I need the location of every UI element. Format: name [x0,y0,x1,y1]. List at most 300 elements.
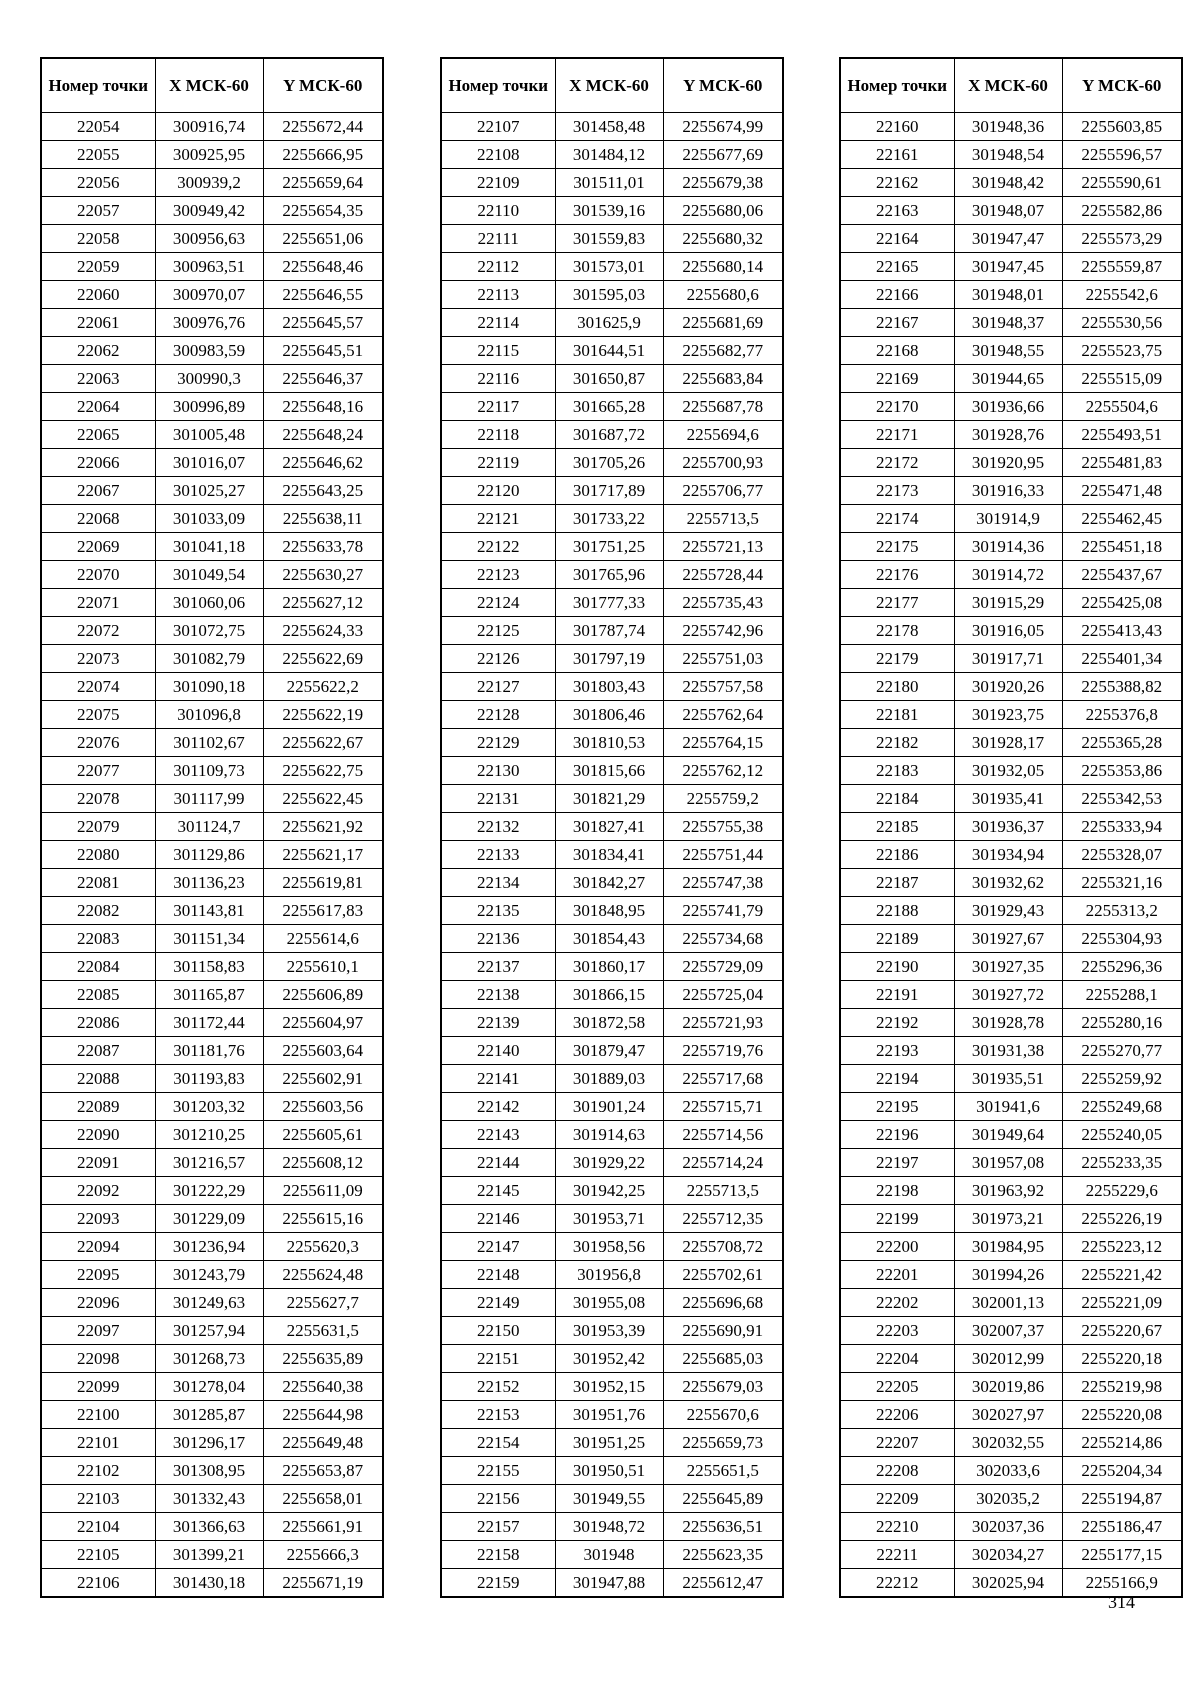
y-coordinate-cell: 2255645,89 [663,1485,783,1513]
table-row [441,757,783,785]
point-number-cell: 22054 [41,113,155,141]
point-number-cell: 22160 [840,113,954,141]
point-number-cell: 22126 [441,645,555,673]
table-row [41,981,383,1009]
point-number-cell: 22203 [840,1317,954,1345]
x-coordinate-cell: 301914,36 [954,533,1062,561]
x-coordinate-cell: 302012,99 [954,1345,1062,1373]
point-number-cell: 22122 [441,533,555,561]
y-coordinate-cell: 2255742,96 [663,617,783,645]
point-number-cell: 22068 [41,505,155,533]
y-coordinate-cell: 2255240,05 [1062,1121,1182,1149]
y-coordinate-cell: 2255622,2 [263,673,383,701]
x-coordinate-cell: 301928,78 [954,1009,1062,1037]
table-row [41,449,383,477]
point-number-header: Номер точки [840,58,954,113]
y-coordinate-cell: 2255481,83 [1062,449,1182,477]
point-number-cell: 22086 [41,1009,155,1037]
point-number-cell: 22143 [441,1121,555,1149]
y-coordinate-cell: 2255280,16 [1062,1009,1182,1037]
point-number-cell: 22112 [441,253,555,281]
x-coordinate-cell: 301751,25 [555,533,663,561]
table-row [41,953,383,981]
x-coordinate-cell: 301914,63 [555,1121,663,1149]
table-row [840,561,1182,589]
page-number: 314 [1108,1592,1135,1612]
x-coordinate-cell: 300956,63 [155,225,263,253]
x-coordinate-cell: 301203,32 [155,1093,263,1121]
x-coordinate-cell: 301948,55 [954,337,1062,365]
point-number-cell: 22103 [41,1485,155,1513]
table-row [41,393,383,421]
y-coordinate-cell: 2255270,77 [1062,1037,1182,1065]
table-row [840,1205,1182,1233]
y-coordinate-cell: 2255714,56 [663,1121,783,1149]
point-number-cell: 22060 [41,281,155,309]
table-header-row [840,58,1182,113]
y-coordinate-cell: 2255721,93 [663,1009,783,1037]
x-coordinate-cell: 301941,6 [954,1093,1062,1121]
x-coordinate-cell: 301927,35 [954,953,1062,981]
y-coordinate-cell: 2255702,61 [663,1261,783,1289]
point-number-cell: 22133 [441,841,555,869]
y-coordinate-cell: 2255220,08 [1062,1401,1182,1429]
y-coordinate-cell: 2255342,53 [1062,785,1182,813]
table-row [840,1289,1182,1317]
y-coordinate-cell: 2255648,16 [263,393,383,421]
table-row [840,1121,1182,1149]
y-coordinate-cell: 2255604,97 [263,1009,383,1037]
x-coordinate-cell: 301511,01 [555,169,663,197]
table-row [441,1401,783,1429]
table-row [41,477,383,505]
point-number-cell: 22147 [441,1233,555,1261]
x-coordinate-cell: 301268,73 [155,1345,263,1373]
y-coordinate-cell: 2255166,9 [1062,1569,1182,1598]
y-coordinate-cell: 2255365,28 [1062,729,1182,757]
y-coordinate-cell: 2255646,37 [263,365,383,393]
table-row [41,113,383,141]
table-row [840,169,1182,197]
y-coordinate-cell: 2255622,75 [263,757,383,785]
table-row [41,1485,383,1513]
table-row [441,365,783,393]
point-number-cell: 22091 [41,1149,155,1177]
point-number-cell: 22179 [840,645,954,673]
x-coordinate-cell: 301458,48 [555,113,663,141]
y-coordinate-cell: 2255624,48 [263,1261,383,1289]
table-row [41,1149,383,1177]
y-coordinate-cell: 2255451,18 [1062,533,1182,561]
point-number-cell: 22123 [441,561,555,589]
table-row [840,981,1182,1009]
y-coordinate-cell: 2255644,98 [263,1401,383,1429]
y-coordinate-cell: 2255646,62 [263,449,383,477]
point-number-cell: 22182 [840,729,954,757]
table-row [840,477,1182,505]
point-number-cell: 22078 [41,785,155,813]
point-number-cell: 22117 [441,393,555,421]
table-row [441,1513,783,1541]
table-row [840,225,1182,253]
point-number-cell: 22119 [441,449,555,477]
y-coordinate-cell: 2255690,91 [663,1317,783,1345]
y-coordinate-cell: 2255651,5 [663,1457,783,1485]
point-number-cell: 22168 [840,337,954,365]
y-coordinate-cell: 2255671,19 [263,1569,383,1598]
point-number-cell: 22206 [840,1401,954,1429]
y-coordinate-cell: 2255622,19 [263,701,383,729]
point-number-cell: 22212 [840,1569,954,1598]
y-coordinate-cell: 2255672,44 [263,113,383,141]
y-coordinate-cell: 2255573,29 [1062,225,1182,253]
table-row [441,1373,783,1401]
y-coordinate-cell: 2255605,61 [263,1121,383,1149]
x-coordinate-cell: 300963,51 [155,253,263,281]
y-coordinate-cell: 2255764,15 [663,729,783,757]
table-row [41,225,383,253]
point-number-cell: 22057 [41,197,155,225]
x-coordinate-cell: 301308,95 [155,1457,263,1485]
table-row [41,1289,383,1317]
table-row [840,365,1182,393]
x-coordinate-cell: 301665,28 [555,393,663,421]
point-number-cell: 22070 [41,561,155,589]
point-number-cell: 22148 [441,1261,555,1289]
y-coordinate-cell: 2255353,86 [1062,757,1182,785]
y-coordinate-cell: 2255462,45 [1062,505,1182,533]
table-row [441,729,783,757]
table-row [41,1317,383,1345]
x-coordinate-cell: 301923,75 [954,701,1062,729]
point-number-cell: 22104 [41,1513,155,1541]
point-number-cell: 22165 [840,253,954,281]
y-coordinate-cell: 2255249,68 [1062,1093,1182,1121]
table-row [441,1177,783,1205]
coordinate-table-2 [440,57,784,1598]
x-coordinate-cell: 301951,25 [555,1429,663,1457]
y-coordinate-cell: 2255712,35 [663,1205,783,1233]
table-row [840,1429,1182,1457]
x-coordinate-cell: 302035,2 [954,1485,1062,1513]
y-coordinate-cell: 2255762,12 [663,757,783,785]
coordinate-table-3 [839,57,1183,1598]
x-coordinate-cell: 301151,34 [155,925,263,953]
point-number-cell: 22201 [840,1261,954,1289]
y-coordinate-cell: 2255388,82 [1062,673,1182,701]
point-number-cell: 22180 [840,673,954,701]
point-number-cell: 22079 [41,813,155,841]
x-coordinate-cell: 301193,83 [155,1065,263,1093]
point-number-cell: 22141 [441,1065,555,1093]
point-number-cell: 22167 [840,309,954,337]
table-row [41,309,383,337]
x-coordinate-cell: 301644,51 [555,337,663,365]
table-row [441,813,783,841]
x-coordinate-cell: 301249,63 [155,1289,263,1317]
x-coordinate-cell: 301777,33 [555,589,663,617]
x-coordinate-cell: 302027,97 [954,1401,1062,1429]
y-coordinate-cell: 2255729,09 [663,953,783,981]
point-number-cell: 22210 [840,1513,954,1541]
table-row [441,1569,783,1598]
y-coordinate-cell: 2255221,42 [1062,1261,1182,1289]
x-coordinate-cell: 301810,53 [555,729,663,757]
x-coordinate-cell: 301827,41 [555,813,663,841]
table-row [441,1457,783,1485]
table-row [840,421,1182,449]
x-coordinate-cell: 301539,16 [555,197,663,225]
table-row [41,645,383,673]
table-row [41,925,383,953]
x-coordinate-cell: 301947,45 [954,253,1062,281]
x-coordinate-cell: 302034,27 [954,1541,1062,1569]
table-row [41,1569,383,1598]
point-number-cell: 22105 [41,1541,155,1569]
point-number-cell: 22061 [41,309,155,337]
table-row [441,169,783,197]
point-number-cell: 22111 [441,225,555,253]
x-coordinate-cell: 300990,3 [155,365,263,393]
x-coordinate-cell: 301920,95 [954,449,1062,477]
point-number-cell: 22106 [41,1569,155,1598]
y-coordinate-cell: 2255259,92 [1062,1065,1182,1093]
y-coordinate-cell: 2255523,75 [1062,337,1182,365]
table-row [441,589,783,617]
x-coordinate-cell: 301947,47 [954,225,1062,253]
point-number-cell: 22090 [41,1121,155,1149]
point-number-cell: 22152 [441,1373,555,1401]
x-coordinate-cell: 301942,25 [555,1177,663,1205]
y-coordinate-cell: 2255611,09 [263,1177,383,1205]
table-row [41,1373,383,1401]
table-row [41,1121,383,1149]
y-coordinate-cell: 2255471,48 [1062,477,1182,505]
table-row [41,1401,383,1429]
x-coordinate-cell: 301573,01 [555,253,663,281]
y-coordinate-cell: 2255221,09 [1062,1289,1182,1317]
table-row [441,673,783,701]
x-coordinate-cell: 300976,76 [155,309,263,337]
y-coordinate-cell: 2255627,12 [263,589,383,617]
x-coordinate-cell: 302025,94 [954,1569,1062,1598]
point-number-cell: 22102 [41,1457,155,1485]
y-coordinate-cell: 2255437,67 [1062,561,1182,589]
point-number-cell: 22200 [840,1233,954,1261]
point-number-cell: 22093 [41,1205,155,1233]
point-number-cell: 22067 [41,477,155,505]
y-coordinate-cell: 2255687,78 [663,393,783,421]
table-row [441,1541,783,1569]
table-row [41,897,383,925]
point-number-cell: 22140 [441,1037,555,1065]
y-coordinate-cell: 2255633,78 [263,533,383,561]
point-number-cell: 22100 [41,1401,155,1429]
table-row [840,337,1182,365]
table-row [441,1261,783,1289]
point-number-cell: 22075 [41,701,155,729]
point-number-cell: 22146 [441,1205,555,1233]
y-coordinate-cell: 2255623,35 [663,1541,783,1569]
x-coordinate-cell: 300925,95 [155,141,263,169]
x-coordinate-cell: 301948,72 [555,1513,663,1541]
point-number-cell: 22120 [441,477,555,505]
x-coordinate-cell: 301797,19 [555,645,663,673]
point-number-cell: 22176 [840,561,954,589]
table-row [840,673,1182,701]
x-coordinate-cell: 301932,05 [954,757,1062,785]
table-row [441,869,783,897]
x-coordinate-cell: 300939,2 [155,169,263,197]
table-row [41,421,383,449]
y-coordinate-cell: 2255229,6 [1062,1177,1182,1205]
y-coordinate-cell: 2255515,09 [1062,365,1182,393]
y-coordinate-cell: 2255679,38 [663,169,783,197]
table-row [41,673,383,701]
table-row [41,1009,383,1037]
x-coordinate-cell: 301136,23 [155,869,263,897]
point-number-cell: 22121 [441,505,555,533]
y-coordinate-cell: 2255610,1 [263,953,383,981]
table-row [41,701,383,729]
y-coordinate-cell: 2255674,99 [663,113,783,141]
x-coordinate-cell: 301025,27 [155,477,263,505]
y-coordinate-cell: 2255649,48 [263,1429,383,1457]
point-number-cell: 22178 [840,617,954,645]
x-coordinate-cell: 301210,25 [155,1121,263,1149]
table-row [840,1065,1182,1093]
x-coordinate-cell: 301914,9 [954,505,1062,533]
y-coordinate-cell: 2255759,2 [663,785,783,813]
table-row [41,253,383,281]
point-number-cell: 22071 [41,589,155,617]
table-row [840,1401,1182,1429]
table-row [41,1261,383,1289]
x-coordinate-cell: 301625,9 [555,309,663,337]
y-coordinate-cell: 2255603,56 [263,1093,383,1121]
table-row [441,253,783,281]
x-coordinate-cell: 301936,37 [954,813,1062,841]
point-number-cell: 22080 [41,841,155,869]
y-coordinate-cell: 2255713,5 [663,505,783,533]
x-coordinate-cell: 301102,67 [155,729,263,757]
point-number-cell: 22191 [840,981,954,1009]
y-coordinate-cell: 2255296,36 [1062,953,1182,981]
table-row [441,897,783,925]
y-coordinate-cell: 2255636,51 [663,1513,783,1541]
x-coordinate-cell: 301920,26 [954,673,1062,701]
point-number-cell: 22073 [41,645,155,673]
table-header-row [41,58,383,113]
point-number-cell: 22088 [41,1065,155,1093]
point-number-cell: 22181 [840,701,954,729]
point-number-cell: 22092 [41,1177,155,1205]
table-row [840,1177,1182,1205]
point-number-cell: 22174 [840,505,954,533]
y-coordinate-cell: 2255214,86 [1062,1429,1182,1457]
point-number-cell: 22131 [441,785,555,813]
x-coordinate-cell: 301834,41 [555,841,663,869]
point-number-cell: 22194 [840,1065,954,1093]
y-coordinate-cell: 2255717,68 [663,1065,783,1093]
x-coordinate-cell: 301072,75 [155,617,263,645]
point-number-cell: 22186 [840,841,954,869]
table-row [840,281,1182,309]
point-number-cell: 22094 [41,1233,155,1261]
table-row [840,253,1182,281]
y-coordinate-cell: 2255721,13 [663,533,783,561]
x-coordinate-cell: 301929,22 [555,1149,663,1177]
table-row [441,1065,783,1093]
x-coordinate-cell: 301285,87 [155,1401,263,1429]
table-row [840,813,1182,841]
x-coordinate-cell: 301931,38 [954,1037,1062,1065]
x-coordinate-cell: 301915,29 [954,589,1062,617]
point-number-cell: 22163 [840,197,954,225]
y-coordinate-cell: 2255425,08 [1062,589,1182,617]
x-coordinate-cell: 301953,39 [555,1317,663,1345]
point-number-cell: 22150 [441,1317,555,1345]
point-number-cell: 22170 [840,393,954,421]
point-number-cell: 22142 [441,1093,555,1121]
y-coordinate-cell: 2255651,06 [263,225,383,253]
point-number-cell: 22139 [441,1009,555,1037]
point-number-cell: 22185 [840,813,954,841]
point-number-cell: 22177 [840,589,954,617]
y-coordinate-cell: 2255622,69 [263,645,383,673]
y-coordinate-cell: 2255714,24 [663,1149,783,1177]
y-coordinate-cell: 2255596,57 [1062,141,1182,169]
y-coordinate-cell: 2255683,84 [663,365,783,393]
table-row [41,813,383,841]
y-coordinate-cell: 2255622,67 [263,729,383,757]
y-coordinate-cell: 2255223,12 [1062,1233,1182,1261]
table-row [441,113,783,141]
table-row [441,1037,783,1065]
x-coordinate-cell: 301236,94 [155,1233,263,1261]
point-number-cell: 22172 [840,449,954,477]
x-coordinate-cell: 301956,8 [555,1261,663,1289]
x-coordinate-cell: 302032,55 [954,1429,1062,1457]
table-row [840,729,1182,757]
y-coordinate-cell: 2255627,7 [263,1289,383,1317]
point-number-cell: 22138 [441,981,555,1009]
x-coordinate-cell: 301705,26 [555,449,663,477]
point-number-cell: 22199 [840,1205,954,1233]
table-row [441,701,783,729]
point-number-cell: 22149 [441,1289,555,1317]
table-row [441,617,783,645]
x-coordinate-cell: 301172,44 [155,1009,263,1037]
y-coordinate-cell: 2255631,5 [263,1317,383,1345]
y-coordinate-cell: 2255413,43 [1062,617,1182,645]
y-coordinate-cell: 2255654,35 [263,197,383,225]
point-number-cell: 22171 [840,421,954,449]
x-coordinate-cell: 301124,7 [155,813,263,841]
table-row [41,533,383,561]
point-number-cell: 22101 [41,1429,155,1457]
y-coordinate-cell: 2255666,3 [263,1541,383,1569]
point-number-cell: 22127 [441,673,555,701]
x-coordinate-cell: 301948,42 [954,169,1062,197]
y-coordinate-cell: 2255401,34 [1062,645,1182,673]
table-row [840,197,1182,225]
y-coordinate-cell: 2255288,1 [1062,981,1182,1009]
point-number-cell: 22207 [840,1429,954,1457]
y-coordinate-cell: 2255741,79 [663,897,783,925]
y-coordinate-cell: 2255220,18 [1062,1345,1182,1373]
x-coordinate-cell: 301889,03 [555,1065,663,1093]
